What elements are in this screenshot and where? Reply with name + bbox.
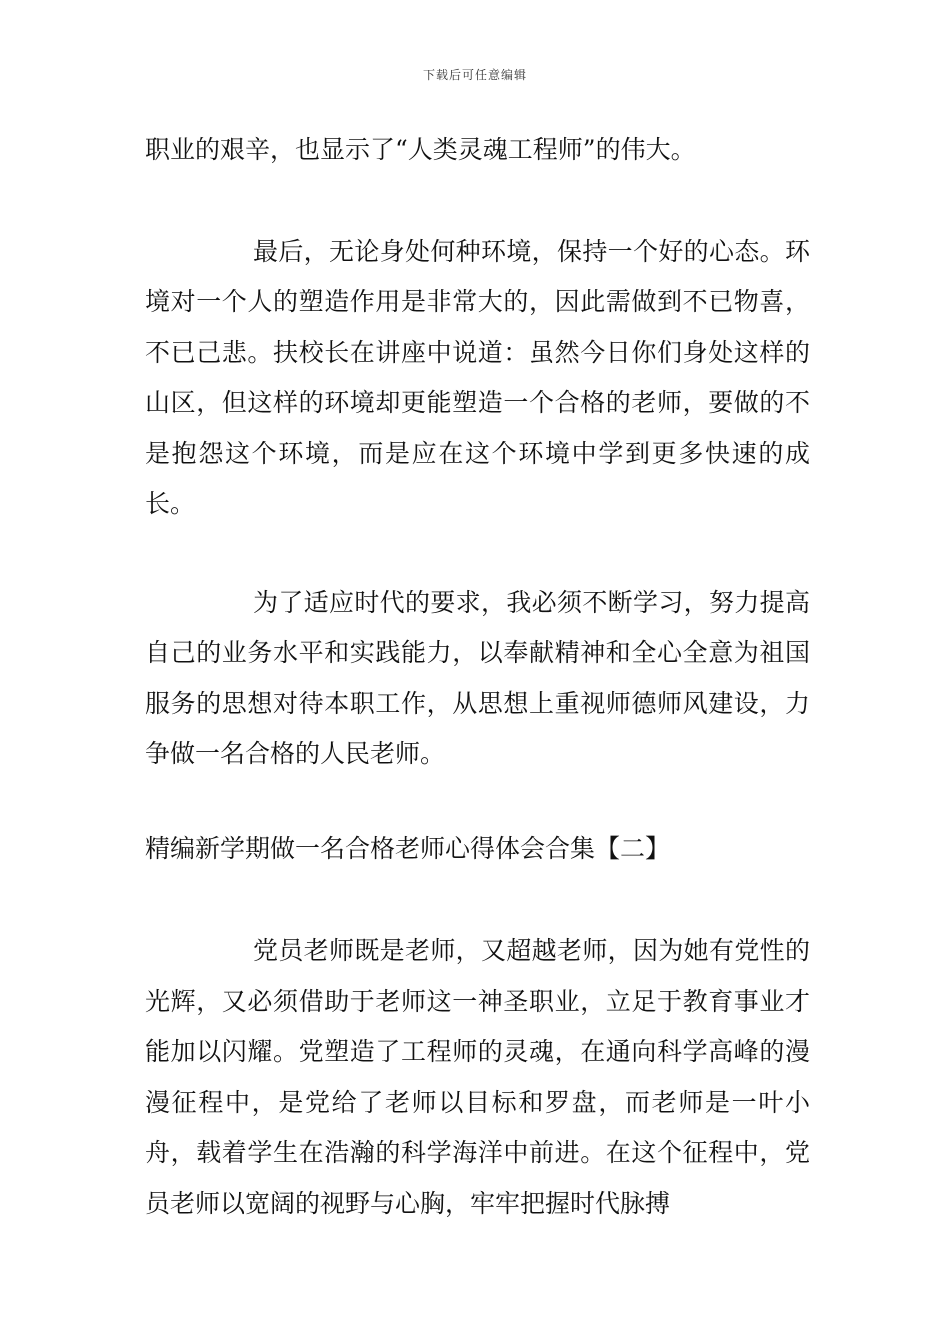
paragraph-continuation: 职业的艰辛，也显示了“人类灵魂工程师”的伟大。: [145, 135, 696, 164]
section-heading: 精编新学期做一名合格老师心得体会合集【二】: [145, 833, 671, 863]
paragraph-learning: 为了适应时代的要求，我必须不断学习，努力提高自己的业务水平和实践能力，以奉献精神和全心全意为祖国服务的思想对待本职工作，从思想上重视师德师风建设，力争做一名合格的人民老师。: [145, 587, 810, 768]
paragraph-party-teacher: 党员老师既是老师，又超越老师，因为她有党性的光辉，又必须借助于老师这一神圣职业，立足于教育事业才能加以闪耀。党塑造了工程师的灵魂，在通向科学高峰的漫漫征程中，是党给了老师以目标和罗盘，而老师是一叶小舟，载着学生在浩瀚的科学海洋中前进。在这个征程中，党员老师以宽阔的视野与心胸，牢牢把握时代脉搏: [145, 936, 810, 1218]
document-body: [145, 125, 810, 1229]
page-header: 下载后可任意编辑: [422, 68, 527, 82]
paragraph-mindset: 最后，无论身处何种环境，保持一个好的心态。环境对一个人的塑造作用是非常大的，因此需做到不已物喜，不已己悲。扶校长在讲座中说道：虽然今日你们身处这样的山区，但这样的环境却更能塑造一个合格的老师，要做的不是抱怨这个环境，而是应在这个环境中学到更多快速的成长。: [145, 236, 810, 518]
